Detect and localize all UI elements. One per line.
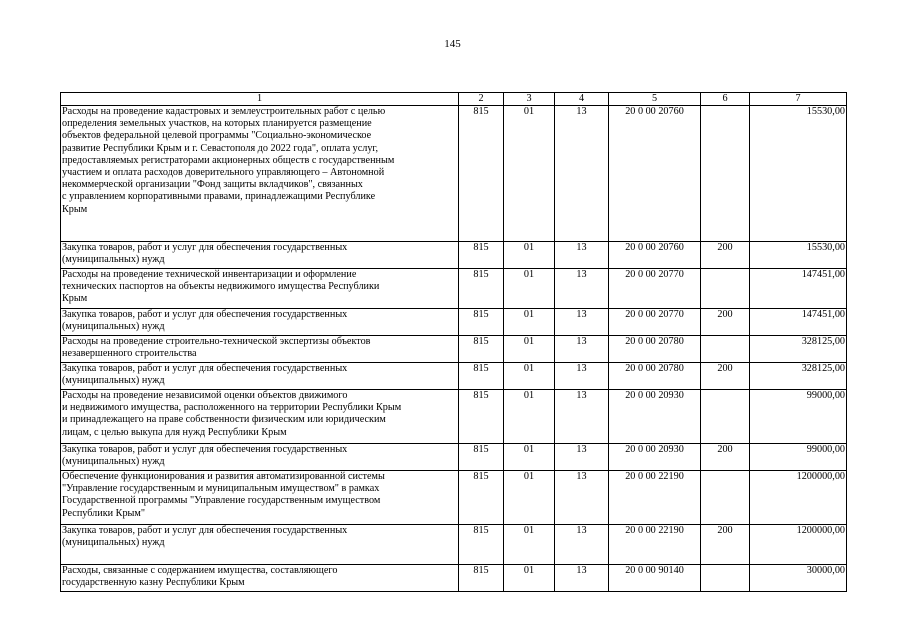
item-name: Обеспечение функционирования и развития автоматизированной системы "Управление государственным и муниципальным имуществом" в рамках Государственной программы "Управление государственным имуществом Республики Крым" [61,471,459,525]
item-name: Закупка товаров, работ и услуг для обеспечения государственных (муниципальных) нужд [61,444,459,471]
item-name: Расходы на проведение кадастровых и землеустроительных работ с целью определения земельных участков, на которых планируется размещение объектов федеральной целевой программы "Социально-экономическое развитие Республики Крым и г. Севастополя до 2022 года", оплата услуг, предоставляемых регистраторами акционерных обществ с государственным участием и оплата расходов доверительного управляющего – Автономной некоммерческой организации "Фонд защиты вкладчиков", связанных с управлением корпоративными правами, принадлежащими Республике Крым [61,106,459,242]
header-cell: 4 [555,93,609,106]
table-row [61,336,847,363]
table-row [61,525,847,565]
table-row [61,106,847,242]
section-cell: 01 [504,242,555,269]
code-cell: 815 [459,363,504,390]
amount-cell: 328125,00 [750,363,847,390]
amount-cell: 30000,00 [750,565,847,592]
item-name: Закупка товаров, работ и услуг для обеспечения государственных (муниципальных) нужд [61,525,459,565]
amount-cell: 99000,00 [750,444,847,471]
amount-cell: 1200000,00 [750,525,847,565]
subsection-cell: 13 [555,525,609,565]
code-cell: 815 [459,525,504,565]
expense-type-cell [701,565,750,592]
header-cell: 7 [750,93,847,106]
amount-cell: 147451,00 [750,269,847,309]
item-name: Расходы на проведение независимой оценки объектов движимого и недвижимого имущества, расположенного на территории Республики Крым и принадлежащего на праве собственности физическим или юридическим лицам, с целью выкупа для нужд Республики Крым [61,390,459,444]
item-name: Закупка товаров, работ и услуг для обеспечения государственных (муниципальных) нужд [61,363,459,390]
code-cell: 815 [459,269,504,309]
section-cell: 01 [504,390,555,444]
target-article-cell: 20 0 00 22190 [609,471,701,525]
target-article-cell: 20 0 00 20760 [609,242,701,269]
code-cell: 815 [459,471,504,525]
target-article-cell: 20 0 00 20930 [609,444,701,471]
section-cell: 01 [504,444,555,471]
expense-type-cell [701,390,750,444]
section-cell: 01 [504,363,555,390]
section-cell: 01 [504,336,555,363]
section-cell: 01 [504,471,555,525]
budget-table [60,92,847,592]
expense-type-cell [701,106,750,242]
target-article-cell: 20 0 00 20770 [609,269,701,309]
target-article-cell: 20 0 00 22190 [609,525,701,565]
subsection-cell: 13 [555,309,609,336]
section-cell: 01 [504,269,555,309]
code-cell: 815 [459,565,504,592]
header-cell: 6 [701,93,750,106]
item-name: Закупка товаров, работ и услуг для обеспечения государственных (муниципальных) нужд [61,309,459,336]
target-article-cell: 20 0 00 20780 [609,336,701,363]
expense-type-cell [701,471,750,525]
subsection-cell: 13 [555,106,609,242]
amount-cell: 1200000,00 [750,471,847,525]
code-cell: 815 [459,336,504,363]
table-row [61,363,847,390]
expense-type-cell: 200 [701,525,750,565]
table-row [61,471,847,525]
amount-cell: 15530,00 [750,106,847,242]
section-cell: 01 [504,565,555,592]
expense-type-cell [701,336,750,363]
page-number: 145 [444,38,461,50]
amount-cell: 99000,00 [750,390,847,444]
code-cell: 815 [459,242,504,269]
table-row [61,269,847,309]
target-article-cell: 20 0 00 90140 [609,565,701,592]
section-cell: 01 [504,525,555,565]
subsection-cell: 13 [555,242,609,269]
subsection-cell: 13 [555,444,609,471]
header-cell: 1 [61,93,459,106]
section-cell: 01 [504,106,555,242]
expense-type-cell [701,269,750,309]
expense-type-cell: 200 [701,309,750,336]
table-row [61,309,847,336]
section-cell: 01 [504,309,555,336]
subsection-cell: 13 [555,390,609,444]
item-name: Закупка товаров, работ и услуг для обеспечения государственных (муниципальных) нужд [61,242,459,269]
amount-cell: 147451,00 [750,309,847,336]
table-row [61,242,847,269]
target-article-cell: 20 0 00 20930 [609,390,701,444]
target-article-cell: 20 0 00 20760 [609,106,701,242]
subsection-cell: 13 [555,471,609,525]
item-name: Расходы, связанные с содержанием имущества, составляющего государственную казну Республики Крым [61,565,459,592]
item-name: Расходы на проведение строительно-технической экспертизы объектов незавершенного строительства [61,336,459,363]
subsection-cell: 13 [555,565,609,592]
subsection-cell: 13 [555,336,609,363]
target-article-cell: 20 0 00 20770 [609,309,701,336]
expense-type-cell: 200 [701,242,750,269]
header-cell: 2 [459,93,504,106]
item-name: Расходы на проведение технической инвентаризации и оформление технических паспортов на объекты недвижимого имущества Республики Крым [61,269,459,309]
expense-type-cell: 200 [701,363,750,390]
header-row [61,93,847,106]
header-cell: 3 [504,93,555,106]
header-cell: 5 [609,93,701,106]
table-row [61,444,847,471]
table-row [61,565,847,592]
amount-cell: 328125,00 [750,336,847,363]
code-cell: 815 [459,444,504,471]
expense-type-cell: 200 [701,444,750,471]
code-cell: 815 [459,390,504,444]
target-article-cell: 20 0 00 20780 [609,363,701,390]
subsection-cell: 13 [555,269,609,309]
code-cell: 815 [459,106,504,242]
subsection-cell: 13 [555,363,609,390]
amount-cell: 15530,00 [750,242,847,269]
table-row [61,390,847,444]
code-cell: 815 [459,309,504,336]
